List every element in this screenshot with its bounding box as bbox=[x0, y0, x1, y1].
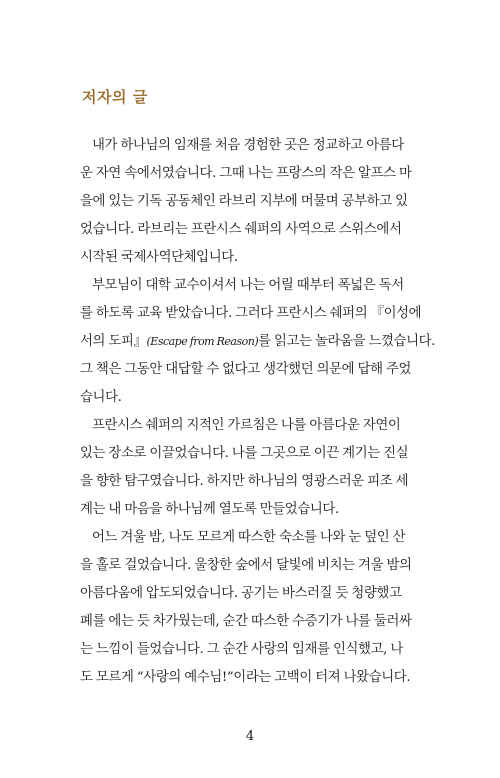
text-line: 어느 겨울 밤, 나도 모르게 따스한 숙소를 나와 눈 덮인 산 bbox=[92, 530, 406, 545]
page-number: 4 bbox=[245, 729, 255, 744]
text-line: 는 느낌이 들었습니다. 그 순간 사랑의 임재를 인식했고, 나 bbox=[80, 642, 403, 657]
text-line: 시작된 국제사역단체입니다. bbox=[80, 250, 238, 265]
text-line: 폐를 에는 듯 차가웠는데, 순간 따스한 수증기가 나를 둘러싸 bbox=[80, 614, 412, 629]
english-book-title: (Escape from Reason) bbox=[146, 335, 259, 348]
text-line: 그 책은 그동안 대답할 수 없다고 생각했던 의문에 답해 주었 bbox=[80, 362, 412, 377]
text-line-with-english-title bbox=[80, 328, 435, 356]
text-segment: 서의 도피』 bbox=[80, 334, 147, 349]
text-line: 아름다움에 압도되었습니다. 공기는 바스러질 듯 청량했고 bbox=[80, 586, 402, 601]
text-line: 있는 장소로 이끌었습니다. 나를 그곳으로 이끈 계기는 진실 bbox=[80, 446, 409, 461]
section-heading: 저자의 글 bbox=[82, 88, 148, 106]
text-segment: 를 읽고는 놀라움을 느꼈습니다. bbox=[258, 334, 435, 349]
text-line: 프란시스 쉐퍼의 지적인 가르침은 나를 아름다운 자연이 bbox=[92, 418, 401, 433]
text-line: 계는 내 마음을 하나님께 열도록 만들었습니다. bbox=[80, 502, 339, 517]
text-line: 운 자연 속에서였습니다. 그때 나는 프랑스의 작은 알프스 마 bbox=[80, 166, 412, 181]
text-line: 도 모르게 “사랑의 예수님!”이라는 고백이 터져 나왔습니다. bbox=[80, 670, 411, 685]
text-line: 을 향한 탐구였습니다. 하지만 하나님의 영광스러운 피조 세 bbox=[80, 474, 409, 489]
text-line: 습니다. bbox=[80, 390, 122, 405]
text-line: 내가 하나님의 임재를 처음 경험한 곳은 정교하고 아름다 bbox=[92, 138, 404, 153]
preface-body bbox=[80, 132, 435, 692]
text-line: 었습니다. 라브리는 프란시스 쉐퍼의 사역으로 스위스에서 bbox=[80, 222, 402, 237]
text-line: 부모님이 대학 교수이셔서 나는 어릴 때부터 폭넓은 독서 bbox=[92, 278, 404, 293]
text-line: 을 홀로 걸었습니다. 울창한 숲에서 달빛에 비치는 겨울 밤의 bbox=[80, 558, 412, 573]
text-line: 을에 있는 기독 공동체인 라브리 지부에 머물며 공부하고 있 bbox=[80, 194, 408, 209]
text-line: 를 하도록 교육 받았습니다. 그러다 프란시스 쉐퍼의 『이성에 bbox=[80, 306, 422, 321]
